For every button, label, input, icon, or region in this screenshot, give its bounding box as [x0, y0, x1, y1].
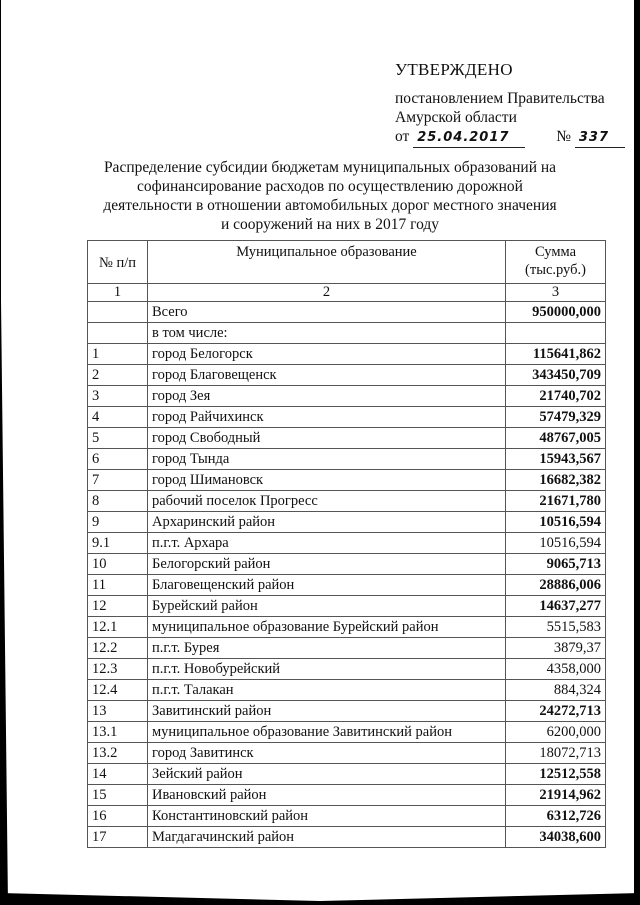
row-amount: 14637,277	[506, 596, 606, 617]
row-name: Магдагачинский район	[148, 827, 506, 848]
approval-line-2: Амурской области	[395, 109, 517, 126]
row-name: город Райчихинск	[148, 407, 506, 428]
table-row	[88, 575, 606, 596]
row-name: муниципальное образование Завитинский район	[148, 722, 506, 743]
approval-date-line	[395, 127, 625, 148]
row-number: 10	[88, 554, 148, 575]
row-number: 14	[88, 764, 148, 785]
table-row	[88, 533, 606, 554]
table-row	[88, 701, 606, 722]
row-amount: 950000,000	[506, 302, 606, 323]
table-row	[88, 491, 606, 512]
table-row	[88, 764, 606, 785]
index-cell: 2	[148, 284, 506, 302]
table-row	[88, 407, 606, 428]
row-amount: 34038,600	[506, 827, 606, 848]
row-number: 13.2	[88, 743, 148, 764]
row-number: 5	[88, 428, 148, 449]
scan-border-left	[0, 0, 8, 905]
row-amount: 884,324	[506, 680, 606, 701]
table-row	[88, 449, 606, 470]
table-row	[88, 722, 606, 743]
table-row	[88, 344, 606, 365]
row-amount: 10516,594	[506, 533, 606, 554]
row-amount: 6200,000	[506, 722, 606, 743]
row-number: 7	[88, 470, 148, 491]
row-name: город Белогорск	[148, 344, 506, 365]
row-amount: 24272,713	[506, 701, 606, 722]
row-number: 12.2	[88, 638, 148, 659]
row-amount: 115641,862	[506, 344, 606, 365]
row-name: город Тында	[148, 449, 506, 470]
row-amount: 6312,726	[506, 806, 606, 827]
header-amount: Сумма (тыс.руб.)	[506, 241, 606, 284]
row-number: 12.4	[88, 680, 148, 701]
row-number: 9	[88, 512, 148, 533]
row-number: 6	[88, 449, 148, 470]
table-row	[88, 386, 606, 407]
row-amount: 5515,583	[506, 617, 606, 638]
row-name: п.г.т. Бурея	[148, 638, 506, 659]
column-index-row	[88, 284, 606, 302]
row-name: Завитинский район	[148, 701, 506, 722]
row-name: город Завитинск	[148, 743, 506, 764]
row-amount: 343450,709	[506, 365, 606, 386]
row-name: Константиновский район	[148, 806, 506, 827]
row-name: Ивановский район	[148, 785, 506, 806]
table-row	[88, 617, 606, 638]
row-name: Белогорский район	[148, 554, 506, 575]
scan-border-bottom	[0, 893, 640, 905]
row-amount: 48767,005	[506, 428, 606, 449]
row-name: п.г.т. Новобурейский	[148, 659, 506, 680]
row-number: 11	[88, 575, 148, 596]
row-amount: 9065,713	[506, 554, 606, 575]
table-row	[88, 428, 606, 449]
table-row	[88, 470, 606, 491]
row-amount: 10516,594	[506, 512, 606, 533]
approval-heading: УТВЕРЖДЕНО	[395, 60, 513, 79]
row-name: п.г.т. Талакан	[148, 680, 506, 701]
table-row	[88, 659, 606, 680]
row-number: 12.3	[88, 659, 148, 680]
table-row	[88, 554, 606, 575]
row-name: Благовещенский район	[148, 575, 506, 596]
scan-border-right	[634, 0, 640, 905]
row-number: 9.1	[88, 533, 148, 554]
row-amount: 21671,780	[506, 491, 606, 512]
row-amount: 16682,382	[506, 470, 606, 491]
row-amount: 12512,558	[506, 764, 606, 785]
row-number: 12.1	[88, 617, 148, 638]
row-amount	[506, 323, 606, 344]
row-name: Бурейский район	[148, 596, 506, 617]
table-header-row	[88, 241, 606, 284]
row-name: город Зея	[148, 386, 506, 407]
handwritten-date: 25.04.2017	[413, 128, 525, 148]
approval-line-1: постановлением Правительства	[395, 90, 605, 107]
table-row	[88, 743, 606, 764]
row-number: 4	[88, 407, 148, 428]
row-number: 8	[88, 491, 148, 512]
row-amount: 57479,329	[506, 407, 606, 428]
approval-stamp	[395, 60, 625, 148]
row-name: город Благовещенск	[148, 365, 506, 386]
date-prefix: от	[395, 128, 410, 145]
row-number: 3	[88, 386, 148, 407]
row-amount: 15943,567	[506, 449, 606, 470]
table-row	[88, 512, 606, 533]
header-municipality: Муниципальное образование	[148, 241, 506, 284]
table-row	[88, 596, 606, 617]
table-row	[88, 827, 606, 848]
index-cell: 3	[506, 284, 606, 302]
table-row	[88, 806, 606, 827]
row-name: в том числе:	[148, 323, 506, 344]
number-prefix: №	[556, 128, 571, 145]
row-number: 13.1	[88, 722, 148, 743]
row-number: 15	[88, 785, 148, 806]
row-number	[88, 323, 148, 344]
row-name: муниципальное образование Бурейский район	[148, 617, 506, 638]
row-number: 12	[88, 596, 148, 617]
document-title: Распределение субсидии бюджетам муниципальных образований на софинансирование расходов по осуществлению дорожной деятельности в отношении автомобильных дорог местного значения и сооружений на них в 2017 году	[103, 159, 557, 233]
row-amount: 3879,37	[506, 638, 606, 659]
row-number: 1	[88, 344, 148, 365]
row-amount: 21914,962	[506, 785, 606, 806]
row-name: Архаринский район	[148, 512, 506, 533]
row-name: Всего	[148, 302, 506, 323]
handwritten-number: 337	[575, 128, 625, 148]
row-name: Зейский район	[148, 764, 506, 785]
row-number: 16	[88, 806, 148, 827]
total-row	[88, 302, 606, 323]
index-cell: 1	[88, 284, 148, 302]
row-amount: 21740,702	[506, 386, 606, 407]
row-amount: 18072,713	[506, 743, 606, 764]
header-number: № п/п	[88, 241, 148, 284]
row-number: 17	[88, 827, 148, 848]
row-number: 13	[88, 701, 148, 722]
subsidy-table	[87, 240, 606, 848]
row-name: рабочий поселок Прогресс	[148, 491, 506, 512]
row-amount: 28886,006	[506, 575, 606, 596]
row-amount: 4358,000	[506, 659, 606, 680]
row-name: город Свободный	[148, 428, 506, 449]
row-number	[88, 302, 148, 323]
table-row	[88, 638, 606, 659]
including-row	[88, 323, 606, 344]
table-row	[88, 365, 606, 386]
table-row	[88, 680, 606, 701]
row-name: город Шимановск	[148, 470, 506, 491]
table-row	[88, 785, 606, 806]
row-name: п.г.т. Архара	[148, 533, 506, 554]
row-number: 2	[88, 365, 148, 386]
